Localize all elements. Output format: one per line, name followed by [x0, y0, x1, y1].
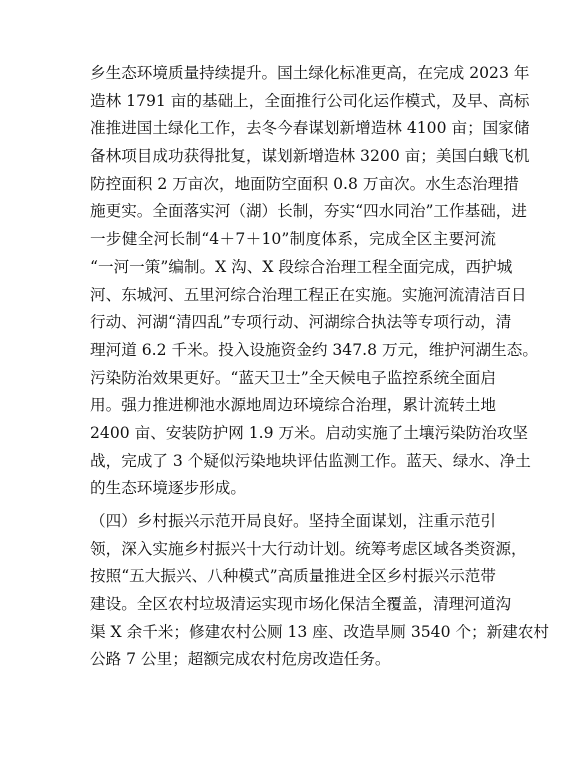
paragraph-line: 理河道 6.2 千米。投入设施资金约 347.8 万元，维护河湖生态。: [90, 340, 538, 359]
paragraph-line: 的生态环境逐步形成。: [90, 479, 246, 498]
paragraph-ecology: [90, 60, 538, 503]
paragraph-line: 行动、河湖“清四乱”专项行动、河湖综合执法等专项行动，清: [90, 313, 512, 332]
paragraph-line: 2400 亩、安装防护网 1.9 万米。启动实施了土壤污染防治攻坚: [90, 423, 529, 442]
paragraph-line: 防控面积 2 万亩次，地面防空面积 0.8 万亩次。水生态治理措: [90, 174, 519, 193]
paragraph-line: 公路 7 公里；超额完成农村危房改造任务。: [90, 650, 391, 669]
paragraph-line: 施更实。全面落实河（湖）长制，夯实“四水同治”工作基础，进: [90, 202, 527, 221]
paragraph-line: 造林 1791 亩的基础上，全面推行公司化运作模式，及早、高标: [90, 91, 530, 110]
paragraph-line: 战，完成了 3 个疑似污染地块评估监测工作。蓝天、绿水、净土: [90, 451, 531, 470]
paragraph-line: 渠 X 余千米；修建农村公厕 13 座、改造旱厕 3540 个；新建农村: [90, 622, 550, 641]
paragraph-line: 一步健全河长制“4＋7＋10”制度体系，完成全区主要河流: [90, 230, 496, 249]
paragraph-line: 污染防治效果更好。“蓝天卫士”全天候电子监控系统全面启: [90, 368, 496, 387]
paragraph-line: （四）乡村振兴示范开局良好。坚持全面谋划，注重示范引: [90, 512, 496, 530]
paragraph-line: 乡生态环境质量持续提升。国土绿化标准更高，在完成 2023 年: [90, 64, 530, 82]
paragraph-line: 按照“五大振兴、八种模式”高质量推进全区乡村振兴示范带: [90, 567, 496, 586]
paragraph-line: 河、东城河、五里河综合治理工程正在实施。实施河流清洁百日: [90, 285, 527, 304]
paragraph-line: 领，深入实施乡村振兴十大行动计划。统筹考虑区域各类资源，: [90, 539, 527, 558]
paragraph-line: 准推进国土绿化工作，去冬今春谋划新增造林 4100 亩；国家储: [90, 119, 530, 138]
paragraph-line: 备林项目成功获得批复，谋划新增造林 3200 亩；美国白蛾飞机: [90, 147, 530, 166]
paragraph-line: “一河一策”编制。X 沟、X 段综合治理工程全面完成，西护城: [90, 257, 513, 276]
paragraph-line: 用。强力推进柳池水源地周边环境综合治理，累计流转土地: [90, 396, 496, 415]
paragraph-line: 建设。全区农村垃圾清运实现市场化保洁全覆盖，清理河道沟: [90, 595, 512, 614]
paragraph-rural-revitalization: [90, 508, 550, 674]
